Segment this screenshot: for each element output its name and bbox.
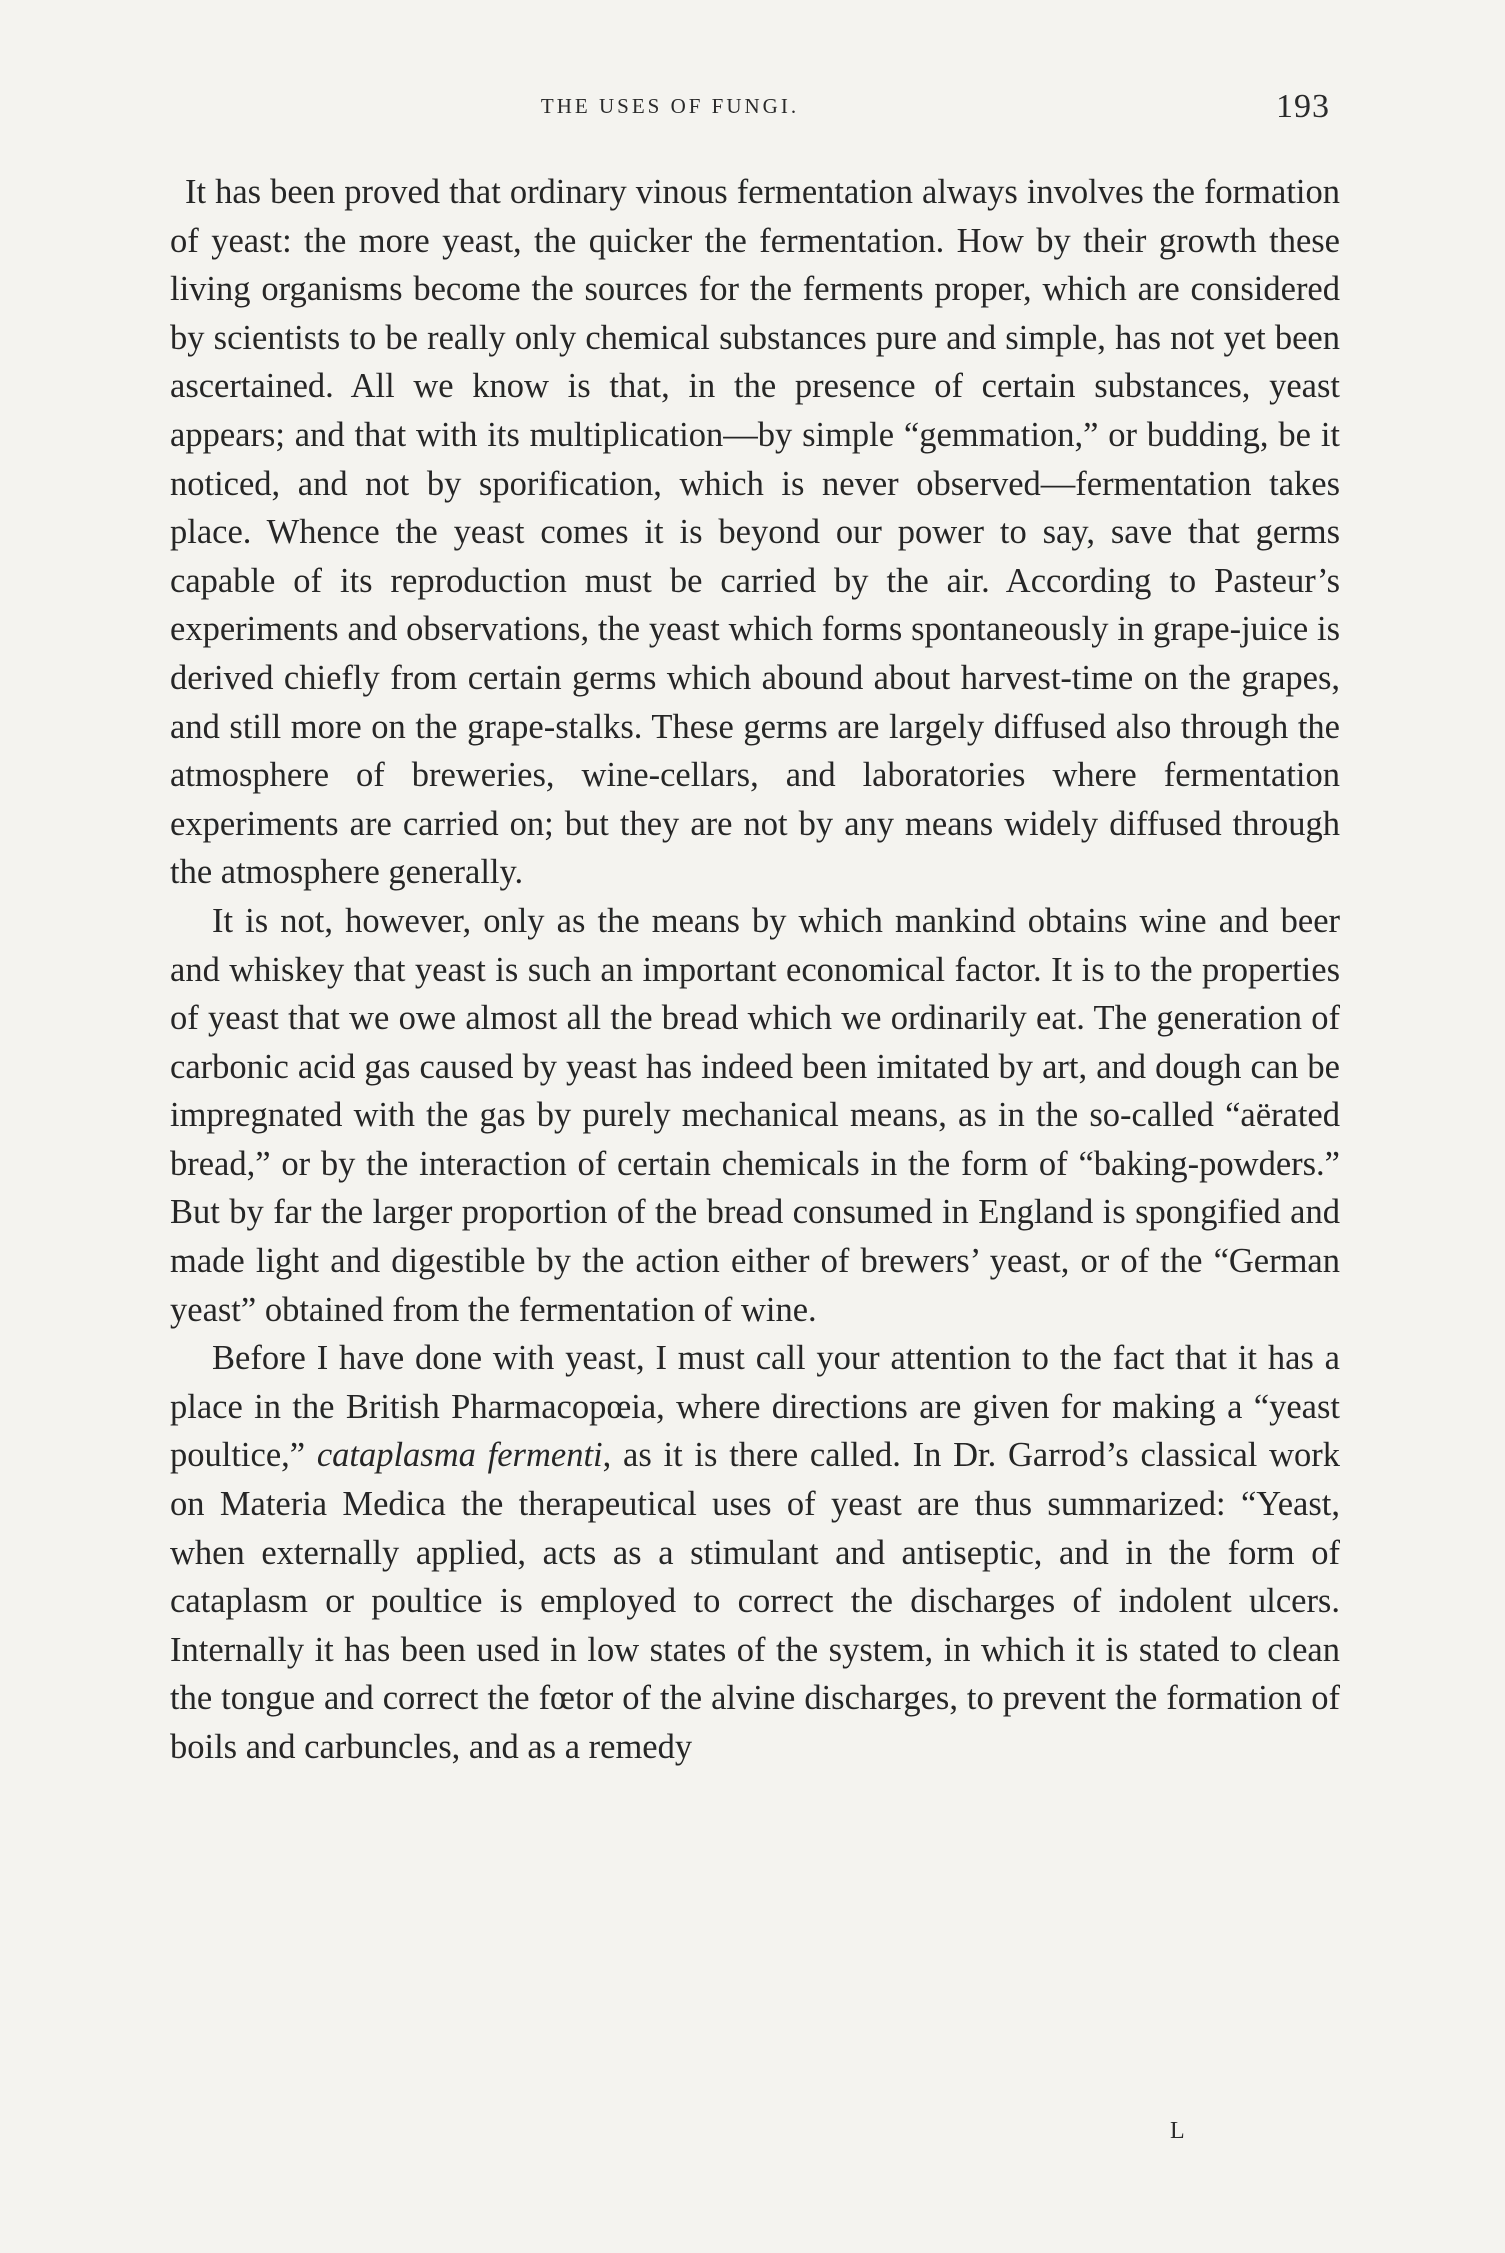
signature-mark: L	[1170, 2118, 1187, 2144]
running-head	[170, 86, 1340, 136]
paragraph-text-after: , as it is there called. In Dr. Garrod’s classical work on Materia Medica the therapeutical uses of yeast are thus summarized: “Yeast, when externally applied, acts as a stimulant and antiseptic, and in the form of cataplasm or poultice is employed to correct the discharges of indolent ulcers. Internally it has been used in low states of the system, in which it is stated to clean the tongue and correct the fœtor of the alvine discharges, to prevent the formation of boils and carbuncles, and as a remedy	[170, 1436, 1341, 1766]
page-number: 193	[1276, 88, 1330, 125]
paragraph-pharmacopoeia	[170, 1334, 1340, 1771]
paragraph-fermentation: It has been proved that ordinary vinous fermentation always involves the formation of yeast: the more yeast, the quicker the fermentation. How by their growth these living organisms become the sources for the ferments proper, which are considered by scientists to be really only chemical substances pure and simple, has not yet been ascertained. All we know is that, in the presence of certain substances, yeast appears; and that with its multiplication—by simple “gemmation,” or budding, be it noticed, and not by sporification, which is never observed—fermentation takes place. Whence the yeast comes it is beyond our power to say, save that germs capable of its reproduction must be carried by the air. According to Pasteur’s experiments and observations, the yeast which forms spontaneously in grape-juice is derived chiefly from certain germs which abound about harvest-time on the grapes, and still more on the grape-stalks. These germs are largely diffused also through the atmosphere of breweries, wine-cellars, and laboratories where fermentation experiments are carried on; but they are not by any means widely diffused through the atmosphere generally.	[170, 173, 1340, 892]
paragraph-bread: It is not, however, only as the means by which mankind obtains wine and beer and whiskey that yeast is such an important economical factor. It is to the properties of yeast that we owe almost all the bread which we ordinarily eat. The generation of carbonic acid gas caused by yeast has indeed been imitated by art, and dough can be impregnated with the gas by purely mechanical means, as in the so-called “aërated bread,” or by the interaction of certain chemicals in the form of “baking-powders.” But by far the larger proportion of the bread consumed in England is spongified and made light and digestible by the action either of brewers’ yeast, or of the “German yeast” obtained from the fermentation of wine.	[170, 901, 1340, 1329]
running-title: THE USES OF FUNGI.	[540, 94, 800, 118]
latin-term: cataplasma fermenti	[316, 1436, 603, 1475]
paragraph-text-before: Before I have done with yeast, I must call your attention to the fact that it has a place in the British Pharmacopœia, where directions are given for making a “yeast poultice,”	[170, 1339, 1340, 1475]
body-text	[170, 168, 1340, 1772]
